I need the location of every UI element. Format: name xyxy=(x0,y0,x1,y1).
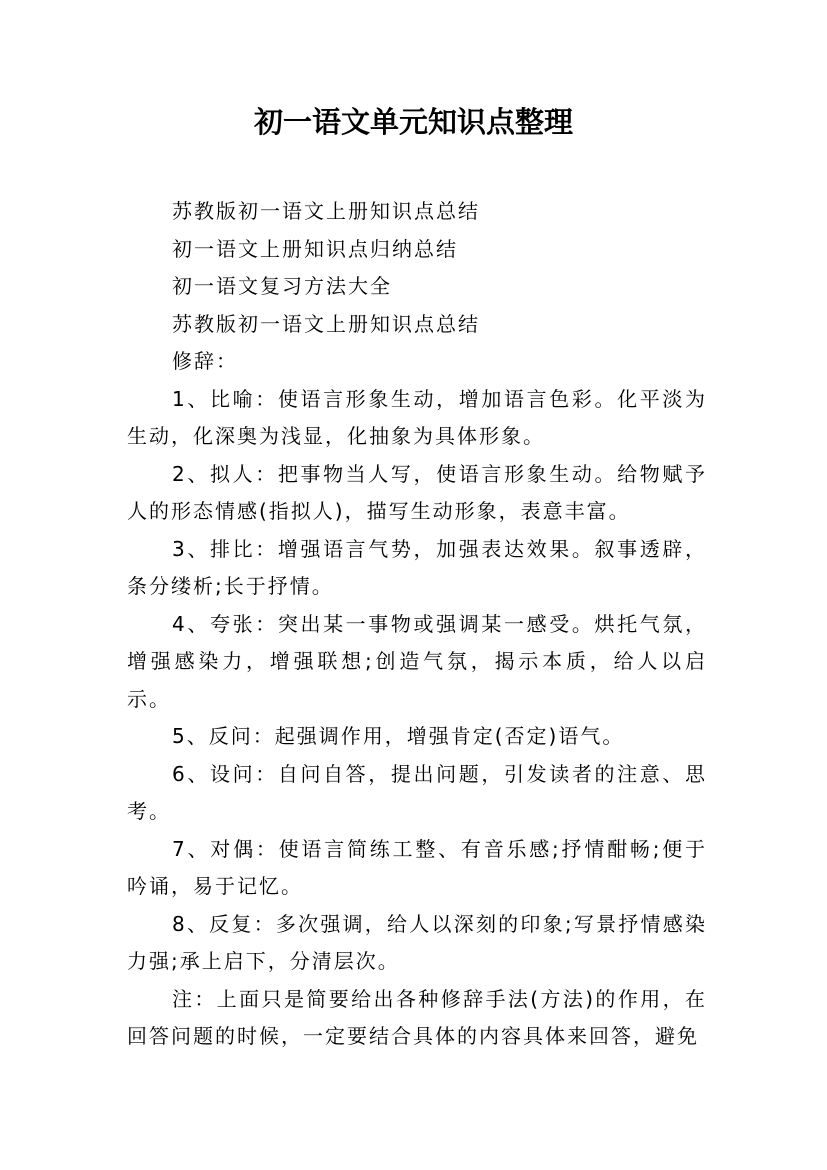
paragraph-metaphor: 1、比喻：使语言形象生动，增加语言色彩。化平淡为生动，化深奥为浅显，化抽象为具体形象。 xyxy=(127,386,707,448)
paragraph-parallelism: 3、排比：增强语言气势，加强表达效果。叙事透辟，条分缕析;长于抒情。 xyxy=(127,536,707,598)
document-body xyxy=(127,193,707,1056)
paragraph-personification: 2、拟人：把事物当人写，使语言形象生动。给物赋予人的形态情感(指拟人)，描写生动形象，表意丰富。 xyxy=(127,461,707,523)
paragraph-note: 注：上面只是简要给出各种修辞手法(方法)的作用，在回答问题的时候，一定要结合具体的内容具体来回答，避免 xyxy=(127,986,707,1048)
paragraph-antithesis: 7、对偶：使语言简练工整、有音乐感;抒情酣畅;便于吟诵，易于记忆。 xyxy=(127,836,707,898)
paragraph-link-1: 苏教版初一语文上册知识点总结 xyxy=(172,199,480,223)
paragraph-link-2: 初一语文上册知识点归纳总结 xyxy=(172,236,458,261)
paragraph-repetition: 8、反复：多次强调，给人以深刻的印象;写景抒情感染力强;承上启下，分清层次。 xyxy=(127,911,707,973)
paragraph-hyperbole: 4、夸张：突出某一事物或强调某一感受。烘托气氛，增强感染力，增强联想;创造气氛，揭示本质，给人以启示。 xyxy=(127,611,707,711)
document-title: 初一语文单元知识点整理 xyxy=(253,105,573,139)
paragraph-self-question: 6、设问：自问自答，提出问题，引发读者的注意、思考。 xyxy=(127,761,707,823)
paragraph-link-4: 苏教版初一语文上册知识点总结 xyxy=(172,311,480,336)
section-heading-rhetoric: 修辞： xyxy=(172,349,238,373)
paragraph-rhetorical-question: 5、反问：起强调作用，增强肯定(否定)语气。 xyxy=(172,724,625,748)
paragraph-link-3: 初一语文复习方法大全 xyxy=(172,274,392,298)
